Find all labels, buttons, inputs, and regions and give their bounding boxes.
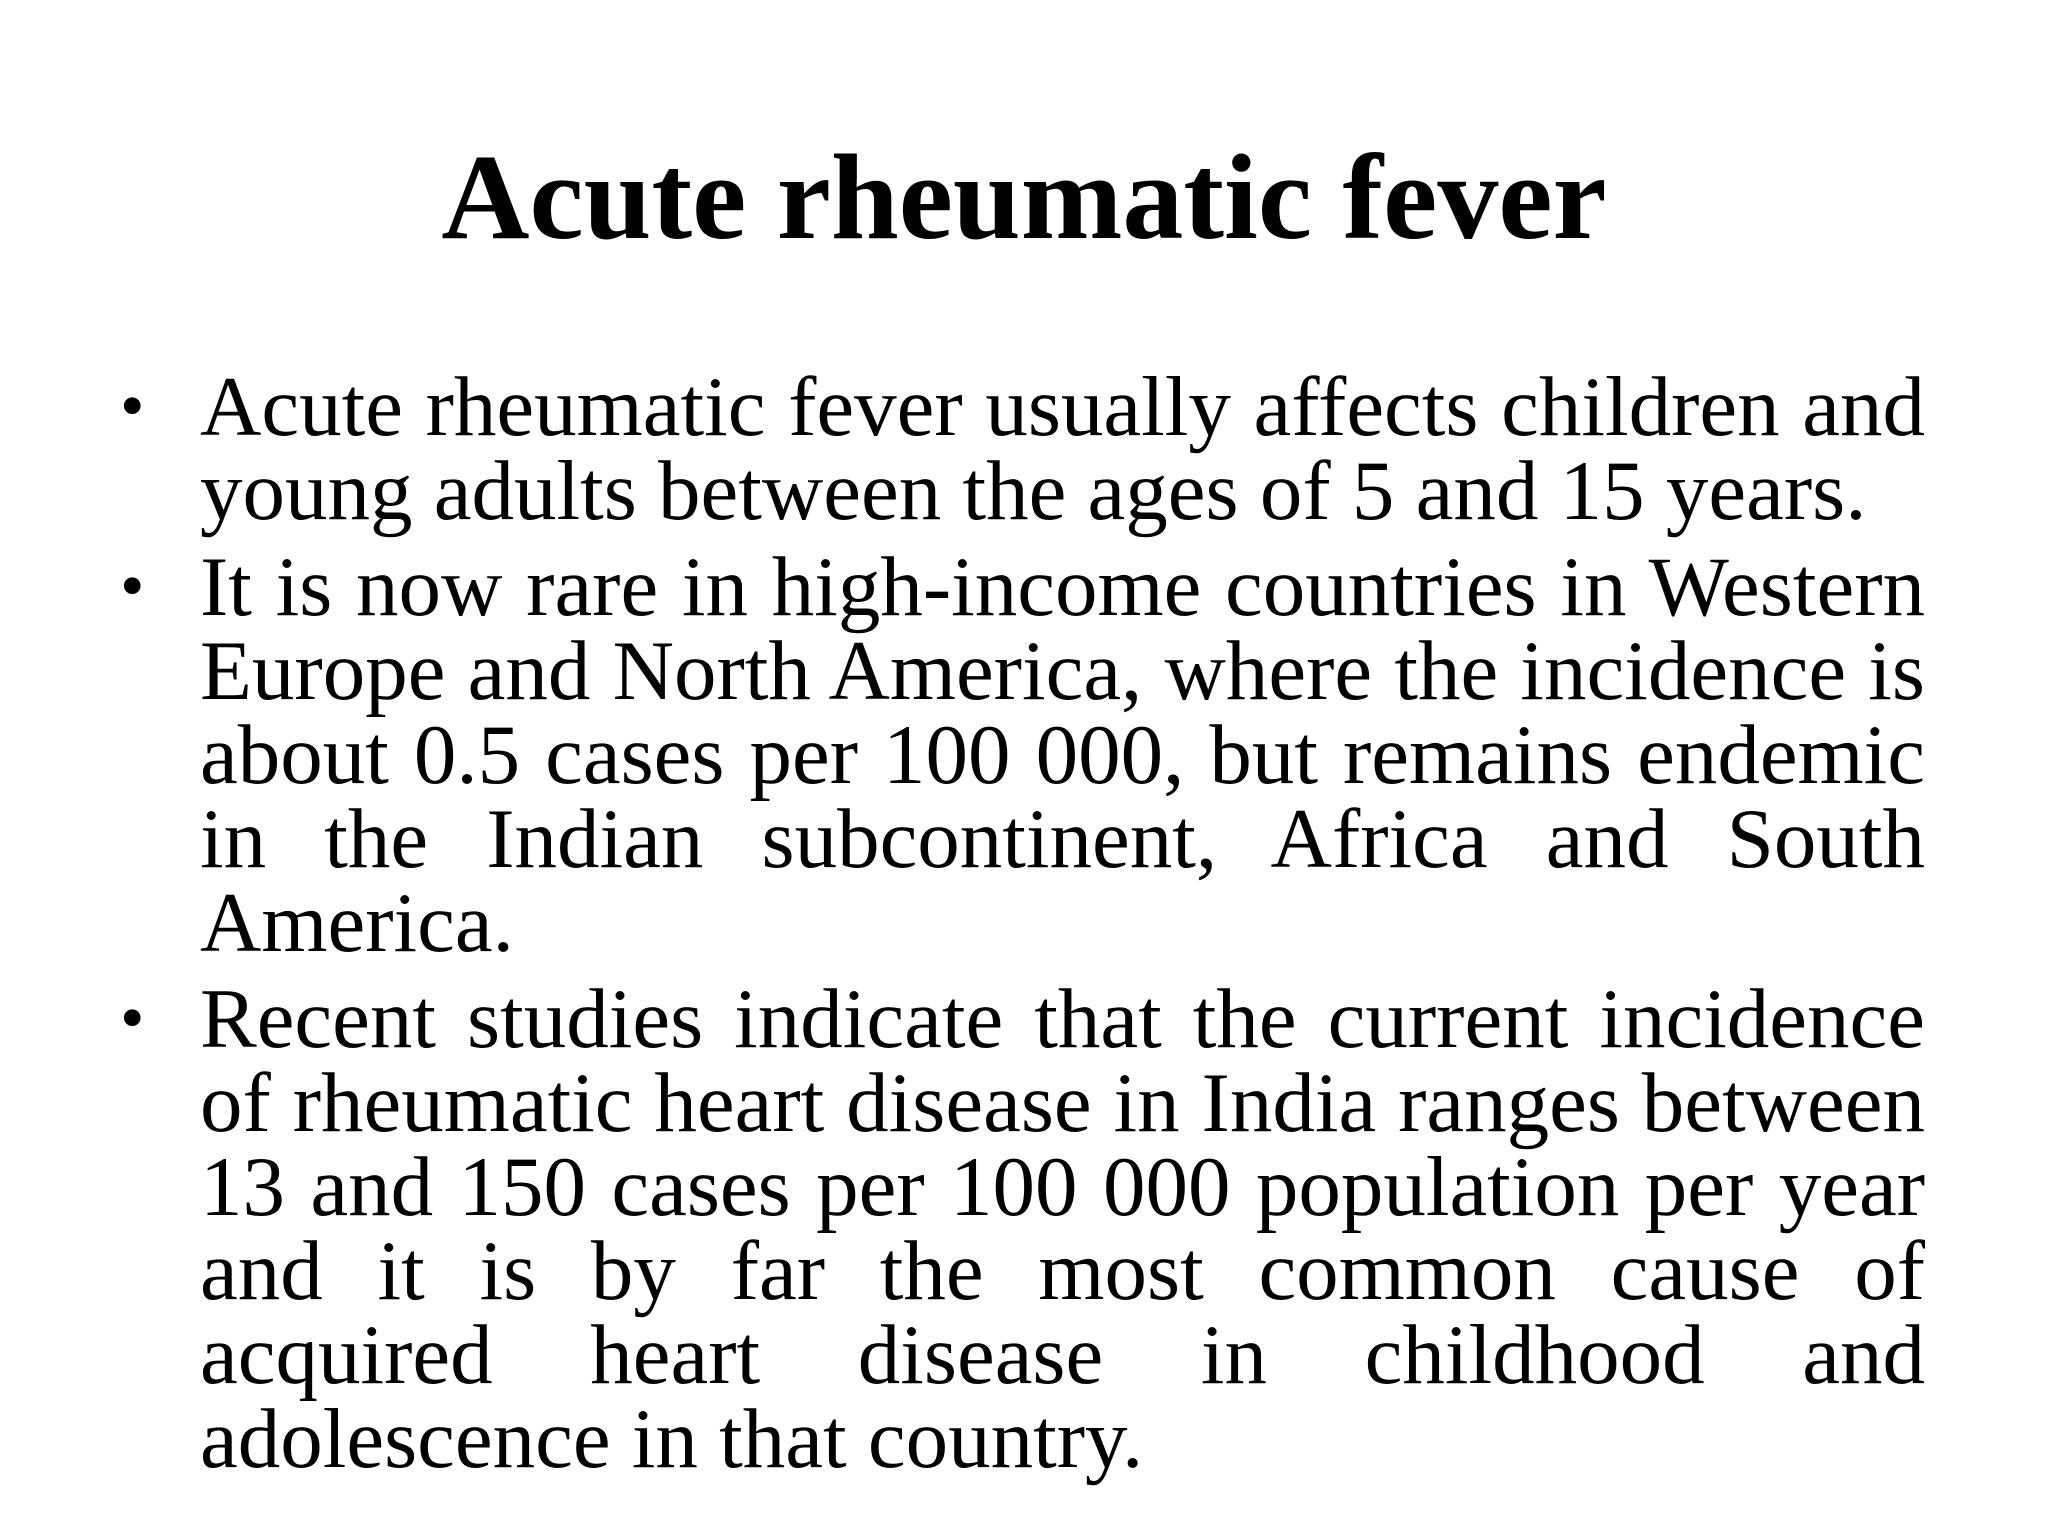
bullet-text: It is now rare in high-income countries in Western Europe and North America, where the incidence is about 0.5 cases per 100 000, but remains endemic in the Indian subcontinent, Africa and South America. <box>200 540 1925 970</box>
bullet-item <box>120 540 1925 970</box>
slide-title: Acute rheumatic fever <box>441 130 1607 265</box>
bullet-list <box>120 360 1925 1493</box>
bullet-text: Acute rheumatic fever usually affects children and young adults between the ages of 5 and 15 years. <box>200 360 1925 538</box>
bullet-icon: • <box>120 548 145 625</box>
bullet-icon: • <box>120 980 145 1057</box>
bullet-icon: • <box>120 368 145 445</box>
bullet-item <box>120 360 1925 538</box>
bullet-text: Recent studies indicate that the current incidence of rheumatic heart disease in India ranges between 13 and 150 cases per 100 000 population per year and it is by far the most common cause of acquired heart disease in childhood and adolescence in that country. <box>200 972 1925 1486</box>
bullet-item <box>120 972 1925 1486</box>
